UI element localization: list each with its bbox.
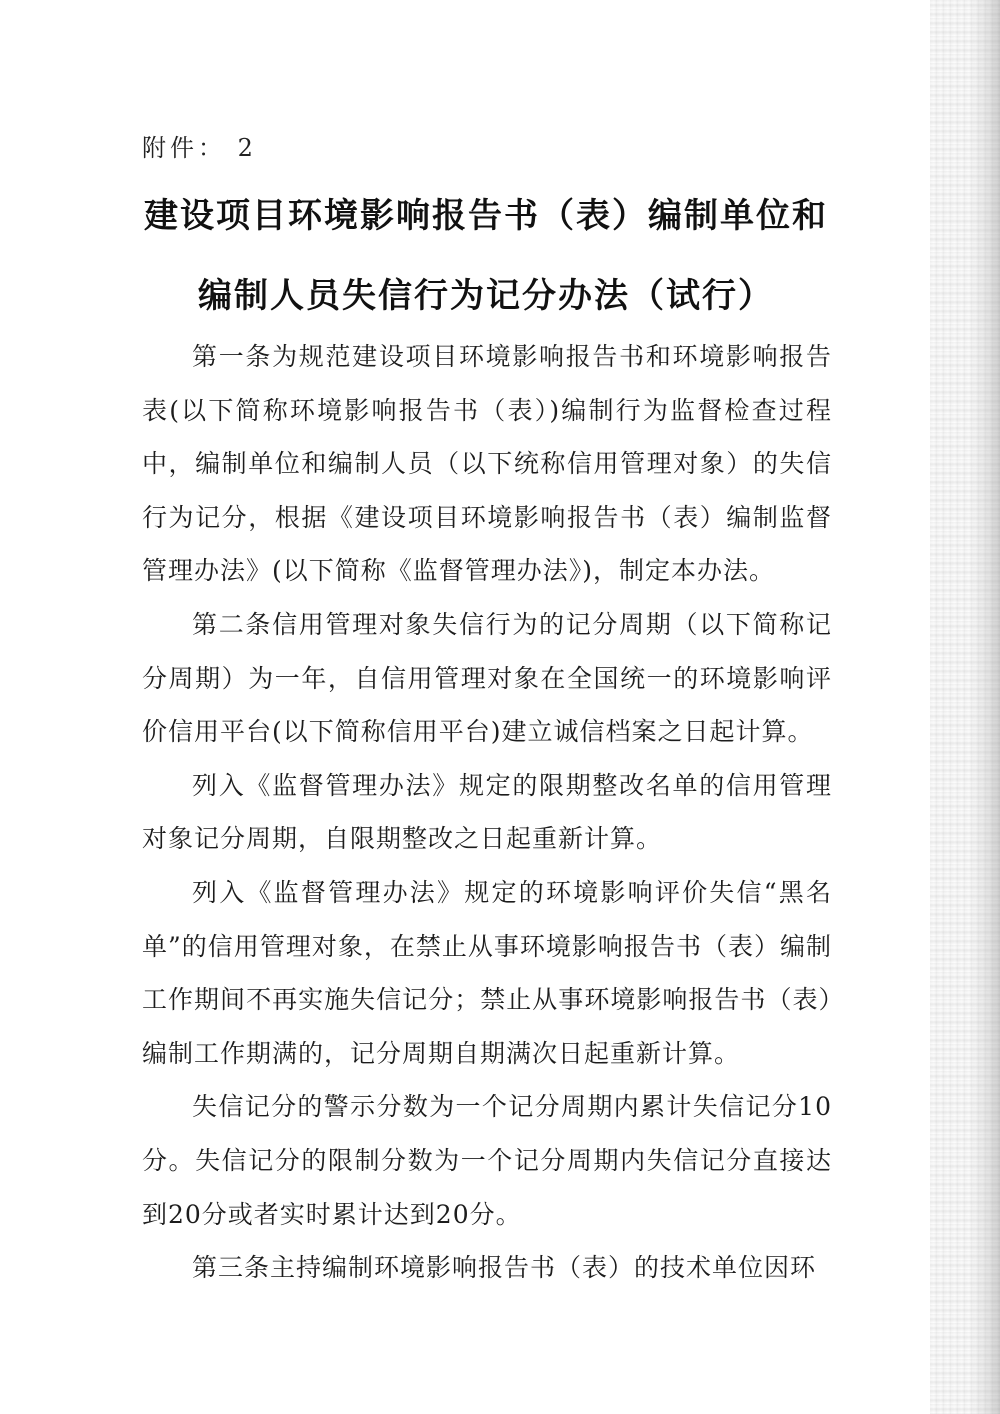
paragraph-article-3: 第三条主持编制环境影响报告书（表）的技术单位因环 xyxy=(192,1253,817,1283)
document-title-line-2: 编制人员失信行为记分办法（试行） xyxy=(198,276,774,316)
paragraph-article-2: 第二条信用管理对象失信行为的记分周期（以下简称记分周期）为一年，自信用管理对象在全国统一的环境影响评价信用平台(以下简称信用平台)建立诚信档案之日起计算。 xyxy=(142,609,832,747)
document-body xyxy=(142,330,832,1295)
paragraph-rectification-list: 列入《监督管理办法》规定的限期整改名单的信用管理对象记分周期，自限期整改之日起重新计算。 xyxy=(142,770,832,854)
document-title-line-1: 建设项目环境影响报告书（表）编制单位和 xyxy=(144,196,828,236)
paragraph-article-1: 第一条为规范建设项目环境影响报告书和环境影响报告表(以下简称环境影响报告书（表）)编制行为监督检查过程中，编制单位和编制人员（以下统称信用管理对象）的失信行为记分，根据《建设项目环境影响报告书（表）编制监督管理办法》(以下简称《监督管理办法》)，制定本办法。 xyxy=(142,342,832,586)
paragraph-score-thresholds: 失信记分的警示分数为一个记分周期内累计失信记分10分。失信记分的限制分数为一个记分周期内失信记分直接达到20分或者实时累计达到20分。 xyxy=(142,1092,832,1229)
attachment-label: 附件： 2 xyxy=(142,134,257,162)
paragraph-blacklist: 列入《监督管理办法》规定的环境影响评价失信“黑名单”的信用管理对象，在禁止从事环境影响报告书（表）编制工作期间不再实施失信记分；禁止从事环境影响报告书（表）编制工作期满的，记分周期自期满次日起重新计算。 xyxy=(142,877,832,1068)
